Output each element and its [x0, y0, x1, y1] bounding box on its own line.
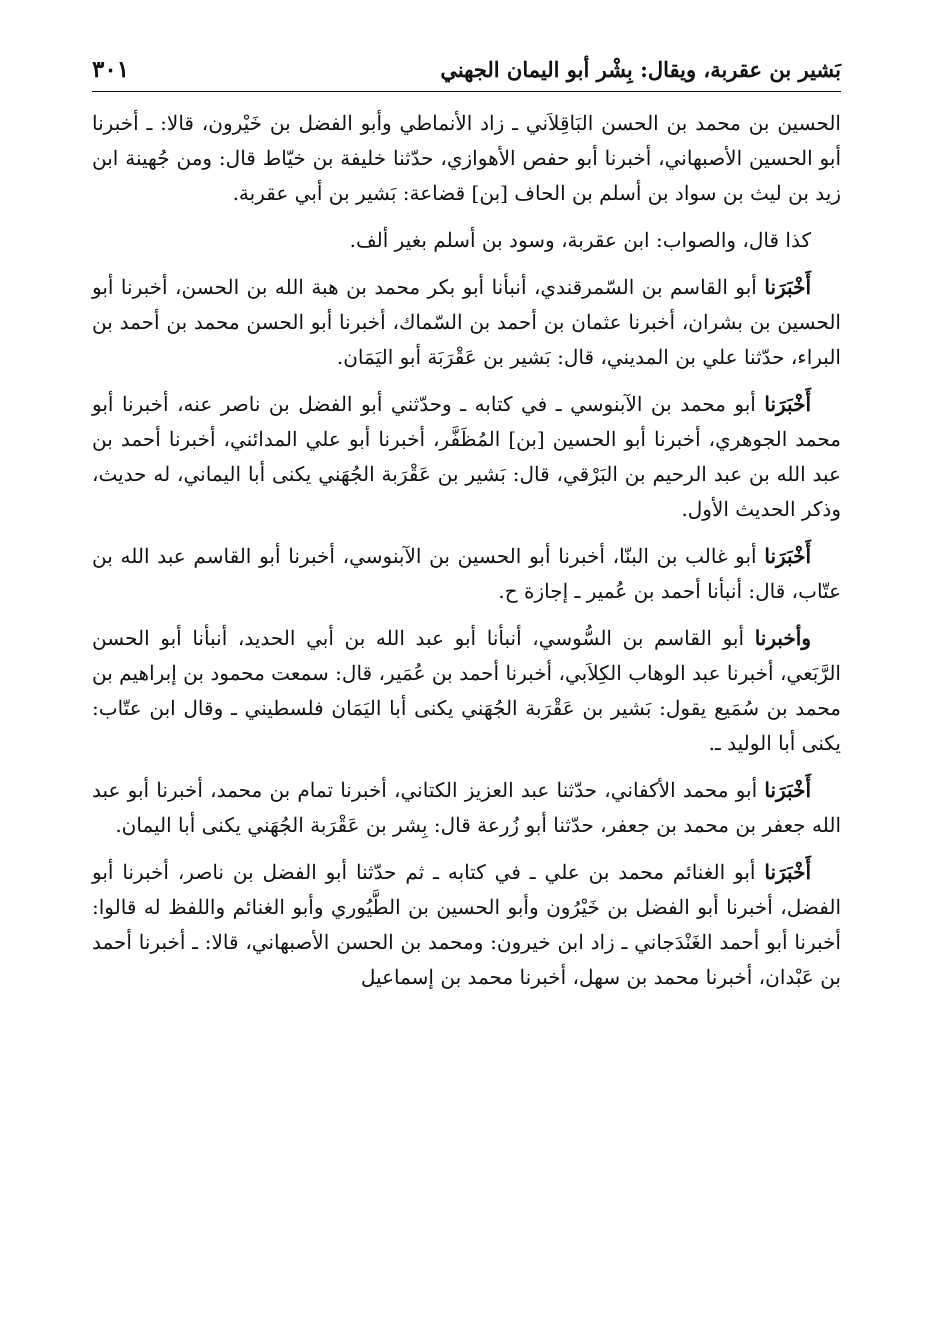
paragraph-lead: أَخْبَرَنا: [764, 860, 811, 884]
paragraph: [92, 539, 841, 609]
paragraph: [92, 621, 841, 761]
page-body: [92, 106, 841, 995]
paragraph: [92, 387, 841, 527]
page-number: ٣٠١: [92, 56, 130, 83]
paragraph-lead: وأخبرنا: [754, 626, 811, 650]
paragraph: [92, 270, 841, 375]
paragraph-text: أبو القاسم بن السّمرقندي، أنبأنا أبو بكر محمد بن هبة الله بن الحسن، أخبرنا أبو الحسين بن بشران، أخبرنا عثمان بن أحمد بن السّماك، أخبرنا أبو الحسن محمد بن أحمد بن البراء، حدّثنا علي بن المديني، قال: بَشير بن عَقْرَبَة أبو اليَمَان.: [92, 275, 841, 369]
paragraph-lead: أَخْبَرَنا: [764, 544, 811, 568]
paragraph-text: أبو غالب بن البنّا، أخبرنا أبو الحسين بن الآبنوسي، أخبرنا أبو القاسم عبد الله بن عتّاب، قال: أنبأنا أحمد بن عُمير ـ إجازة ح.: [92, 544, 841, 603]
paragraph: [92, 223, 841, 258]
paragraph-text: أبو محمد بن الآبنوسي ـ في كتابه ـ وحدّثني أبو الفضل بن ناصر عنه، أخبرنا أبو محمد الجوهري، أخبرنا أبو الحسين [بن] المُظَفَّر، أخبرنا أبو علي المدائني، أخبرنا أحمد بن عبد الله بن عبد الرحيم بن البَرْقي، قال: بَشير بن عَقْرَبة الجُهَني يكنى أبا اليماني، له حديث، وذكر الحديث الأول.: [92, 392, 841, 521]
paragraph-text: أبو الغنائم محمد بن علي ـ في كتابه ـ ثم حدّثنا أبو الفضل بن ناصر، أخبرنا أبو الفضل، أخبرنا أبو الفضل بن خَيْرُون وأبو الحسين بن الطَّيُوري وأبو الغنائم واللفظ له قالوا: أخبرنا أبو أحمد الغَنْدَجاني ـ زاد ابن خيرون: ومحمد بن الحسن الأصبهاني، قالا: ـ أخبرنا أحمد بن عَبْدان، أخبرنا محمد بن سهل، أخبرنا محمد بن إسماعيل: [92, 860, 841, 989]
running-header: [92, 56, 841, 92]
paragraph-text: أبو القاسم بن السُّوسي، أنبأنا أبو عبد الله بن أبي الحديد، أنبأنا أبو الحسن الرَّبَعي، أخبرنا عبد الوهاب الكِلاَبي، أخبرنا أحمد بن عُمَير، قال: سمعت محمود بن إبراهيم بن محمد بن سُمَيع يقول: بَشير بن عَقْرَبة الجُهَني يكنى أبا اليَمَان فلسطيني ـ وقال ابن عتّاب: يكنى أبا الوليد ـ.: [92, 626, 841, 755]
paragraph: [92, 773, 841, 843]
header-title: بَشير بن عقربة، ويقال: بِشْر أبو اليمان الجهني: [440, 57, 841, 82]
paragraph-lead: أَخْبَرَنا: [764, 392, 811, 416]
paragraph-text: الحسين بن محمد بن الحسن البَاقِلاَني ـ زاد الأنماطي وأبو الفضل بن خَيْرون، قالا: ـ أخبرنا أبو الحسين الأصبهاني، أخبرنا أبو حفص الأهوازي، حدّثنا خليفة بن خيّاط قال: ومن جُهينة ابن زيد بن ليث بن سواد بن أسلم بن الحاف [بن] قضاعة: بَشير بن أبي عقربة.: [92, 111, 841, 205]
paragraph-text: كذا قال، والصواب: ابن عقربة، وسود بن أسلم بغير ألف.: [349, 228, 811, 252]
paragraph-lead: أَخْبَرَنا: [764, 778, 811, 802]
paragraph-text: أبو محمد الأكفاني، حدّثنا عبد العزيز الكتاني، أخبرنا تمام بن محمد، أخبرنا أبو عبد الله جعفر بن محمد بن جعفر، حدّثنا أبو زُرعة قال: بِشر بن عَقْرَبة الجُهَني يكنى أبا اليمان.: [92, 778, 841, 837]
paragraph: [92, 106, 841, 211]
paragraph: [92, 855, 841, 995]
paragraph-lead: أَخْبَرَنا: [764, 275, 811, 299]
